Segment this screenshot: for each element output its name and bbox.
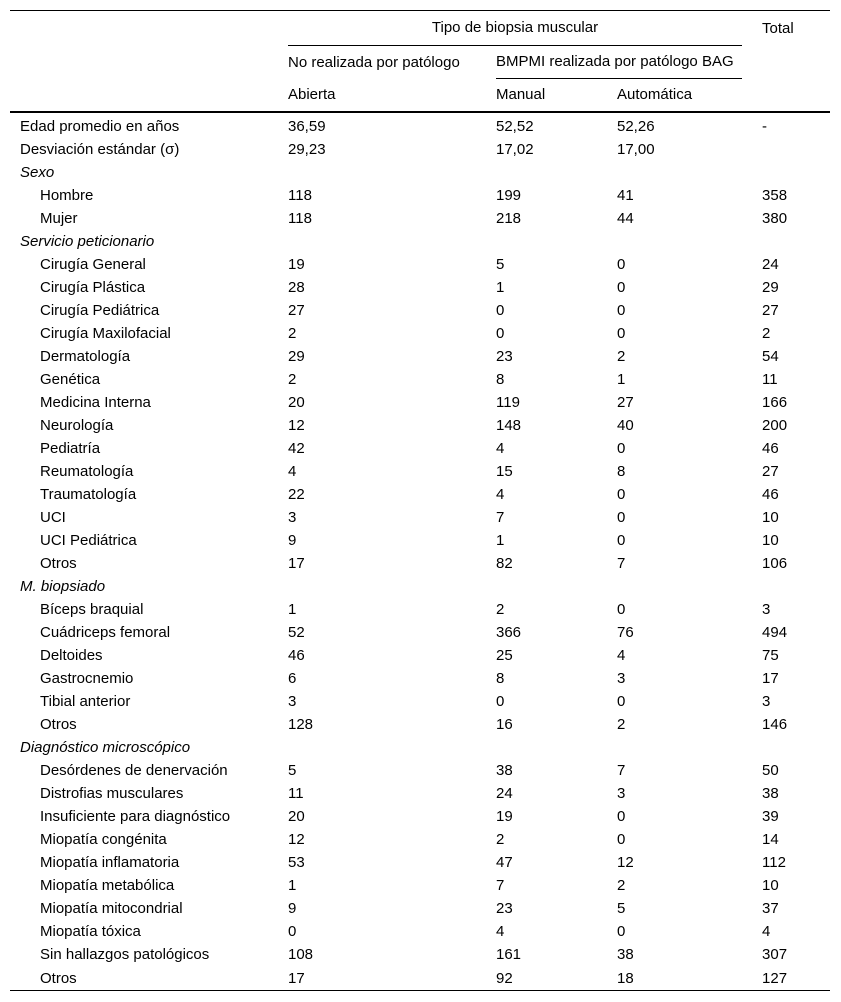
- cell-manual: 92: [486, 966, 607, 991]
- cell-manual: 8: [496, 371, 505, 388]
- row-label: Miopatía metabólica: [40, 877, 175, 894]
- header-automatica: Automática: [607, 79, 752, 112]
- cell-manual: 23: [496, 900, 513, 917]
- cell-abierta: 1: [288, 877, 297, 894]
- table-row: [10, 276, 830, 299]
- cell-total: 38: [762, 785, 779, 802]
- cell-abierta: 28: [288, 279, 305, 296]
- cell-abierta: 22: [288, 486, 305, 503]
- cell-abierta: 1: [288, 601, 297, 618]
- cell-abierta: 12: [288, 417, 305, 434]
- cell-total: 50: [762, 762, 779, 779]
- cell-abierta: 52: [288, 624, 305, 641]
- row-label: Edad promedio en años: [20, 118, 180, 135]
- cell-total: [752, 138, 830, 161]
- cell-abierta: 29: [288, 348, 305, 365]
- cell-automatica: 4: [617, 647, 626, 664]
- table-row: [10, 322, 830, 345]
- row-label: Neurología: [40, 417, 114, 434]
- cell-total: 10: [762, 877, 779, 894]
- cell-abierta: 53: [288, 854, 305, 871]
- cell-total: 146: [762, 716, 788, 733]
- cell-total: 24: [762, 256, 779, 273]
- cell-manual: 17,02: [496, 141, 534, 158]
- row-label: Bíceps braquial: [40, 601, 144, 618]
- cell-total: 166: [762, 394, 788, 411]
- category-title: M. biopsiado: [20, 578, 106, 595]
- cell-automatica: 76: [617, 624, 634, 641]
- cell-total: 46: [762, 440, 779, 457]
- cell-total: 39: [762, 808, 779, 825]
- row-label: UCI Pediátrica: [40, 532, 137, 549]
- table-row: [10, 667, 830, 690]
- cell-total: 494: [762, 624, 788, 641]
- table-row: [10, 529, 830, 552]
- table-row: [10, 851, 830, 874]
- cell-automatica: 18: [607, 966, 752, 991]
- cell-automatica: 0: [617, 302, 626, 319]
- cell-total: 75: [762, 647, 779, 664]
- row-label: Otros: [10, 966, 278, 991]
- row-label: Distrofias musculares: [40, 785, 184, 802]
- category-title: Servicio peticionario: [20, 233, 155, 250]
- table-row: [10, 920, 830, 943]
- cell-abierta: 17: [288, 555, 305, 572]
- cell-manual: 0: [496, 325, 505, 342]
- table-row: [10, 437, 830, 460]
- row-label: Dermatología: [40, 348, 131, 365]
- table-row: [10, 874, 830, 897]
- row-label: Traumatología: [40, 486, 137, 503]
- cell-abierta: 17: [278, 966, 486, 991]
- header-no-realizada: No realizada por patólogo: [288, 53, 460, 71]
- table-row: [10, 621, 830, 644]
- cell-manual: 1: [496, 279, 505, 296]
- cell-automatica: 1: [617, 371, 626, 388]
- table-row: [10, 828, 830, 851]
- table-row: [10, 414, 830, 437]
- header-row-columns: [10, 79, 830, 112]
- table-row: [10, 391, 830, 414]
- cell-manual: 25: [496, 647, 513, 664]
- table-row: [10, 690, 830, 713]
- table-row: [10, 460, 830, 483]
- cell-abierta: 27: [288, 302, 305, 319]
- cell-automatica: 12: [617, 854, 634, 871]
- row-label: Insuficiente para diagnóstico: [40, 808, 231, 825]
- cell-abierta: 29,23: [288, 141, 326, 158]
- cell-manual: 4: [496, 923, 505, 940]
- header-row-group: [10, 11, 830, 47]
- table-row: [10, 713, 830, 736]
- cell-total: 10: [762, 532, 779, 549]
- row-label: Cirugía General: [40, 256, 146, 273]
- cell-total: 380: [762, 210, 788, 227]
- cell-manual: 5: [496, 256, 505, 273]
- row-label: Gastrocnemio: [40, 670, 134, 687]
- cell-abierta: 4: [288, 463, 297, 480]
- cell-manual: 0: [496, 693, 505, 710]
- row-label: Pediatría: [40, 440, 101, 457]
- cell-automatica: 3: [617, 670, 626, 687]
- cell-abierta: 42: [288, 440, 305, 457]
- cell-automatica: 0: [617, 509, 626, 526]
- cell-manual: 47: [496, 854, 513, 871]
- cell-manual: 15: [496, 463, 513, 480]
- row-label: Desórdenes de denervación: [40, 762, 228, 779]
- cell-total: 200: [762, 417, 788, 434]
- cell-abierta: 128: [288, 716, 314, 733]
- cell-abierta: 3: [288, 693, 297, 710]
- cell-abierta: 118: [288, 187, 312, 204]
- table-row: [10, 299, 830, 322]
- cell-abierta: 3: [288, 509, 297, 526]
- row-label: Otros: [40, 716, 77, 733]
- biopsy-table: [10, 10, 830, 991]
- cell-automatica: 0: [617, 440, 626, 457]
- cell-manual: 119: [496, 394, 520, 411]
- table-row: [10, 943, 830, 966]
- cell-manual: 218: [496, 210, 522, 227]
- row-label: Miopatía tóxica: [40, 923, 141, 940]
- cell-total: 17: [762, 670, 779, 687]
- cell-manual: 24: [496, 785, 513, 802]
- row-label: Cirugía Pediátrica: [40, 302, 160, 319]
- table-row: [10, 805, 830, 828]
- cell-automatica: 27: [617, 394, 634, 411]
- row-label: Cirugía Plástica: [40, 279, 146, 296]
- row-label: Otros: [40, 555, 77, 572]
- cell-total: 27: [762, 463, 779, 480]
- header-row-subgroup: [10, 46, 830, 79]
- cell-automatica: 0: [617, 256, 626, 273]
- cell-abierta: 19: [288, 256, 305, 273]
- cell-abierta: 6: [288, 670, 297, 687]
- table-row: [10, 644, 830, 667]
- cell-manual: 1: [496, 532, 505, 549]
- row-label: Desviación estándar (σ): [20, 141, 180, 158]
- cell-total: 3: [762, 601, 771, 618]
- row-label: Reumatología: [40, 463, 134, 480]
- category-row: [10, 161, 830, 184]
- cell-abierta: 108: [288, 946, 314, 963]
- cell-automatica: 41: [617, 187, 634, 204]
- row-label: UCI: [40, 509, 66, 526]
- cell-abierta: 12: [288, 831, 305, 848]
- table-row: [10, 345, 830, 368]
- cell-abierta: 5: [288, 762, 297, 779]
- cell-manual: 38: [496, 762, 513, 779]
- table-row: [10, 112, 830, 138]
- table-row: [10, 207, 830, 230]
- cell-manual: 366: [496, 624, 522, 641]
- category-row: [10, 230, 830, 253]
- cell-total: 27: [762, 302, 779, 319]
- cell-manual: 7: [496, 877, 505, 894]
- cell-automatica: 0: [617, 923, 626, 940]
- cell-manual: 23: [496, 348, 513, 365]
- table-row: [10, 598, 830, 621]
- cell-abierta: 9: [288, 900, 297, 917]
- table-body: [10, 112, 830, 991]
- row-label: Genética: [40, 371, 101, 388]
- table-row: [10, 253, 830, 276]
- cell-total: 127: [752, 966, 830, 991]
- row-label: Sin hallazgos patológicos: [40, 946, 210, 963]
- cell-total: 37: [762, 900, 779, 917]
- table-row: [10, 759, 830, 782]
- table-row: [10, 184, 830, 207]
- header-total: Total: [752, 11, 830, 47]
- cell-abierta: 20: [288, 808, 305, 825]
- cell-automatica: 8: [617, 463, 626, 480]
- cell-manual: 0: [496, 302, 505, 319]
- cell-manual: 4: [496, 486, 505, 503]
- cell-manual: 19: [496, 808, 513, 825]
- cell-abierta: 36,59: [288, 118, 326, 135]
- cell-automatica: 0: [617, 325, 626, 342]
- cell-total: 29: [762, 279, 779, 296]
- category-title: Sexo: [20, 164, 55, 181]
- cell-abierta: 11: [288, 785, 304, 802]
- row-label: Cuádriceps femoral: [40, 624, 171, 641]
- cell-abierta: 2: [288, 371, 297, 388]
- row-label: Miopatía inflamatoria: [40, 854, 180, 871]
- table-row: [10, 138, 830, 161]
- header-abierta: Abierta: [278, 79, 486, 112]
- cell-total: 10: [762, 509, 779, 526]
- cell-total: 3: [762, 693, 771, 710]
- row-label: Tibial anterior: [40, 693, 131, 710]
- cell-total: 4: [762, 923, 771, 940]
- cell-manual: 16: [496, 716, 513, 733]
- cell-manual: 199: [496, 187, 522, 204]
- cell-manual: 8: [496, 670, 505, 687]
- category-title: Diagnóstico microscópico: [20, 739, 191, 756]
- cell-manual: 82: [496, 555, 513, 572]
- cell-automatica: 0: [617, 486, 626, 503]
- header-manual: Manual: [486, 79, 607, 112]
- header-bmpmi: BMPMI realizada por patólogo BAG: [486, 46, 752, 79]
- cell-automatica: 0: [617, 808, 626, 825]
- row-label: Mujer: [40, 210, 78, 227]
- cell-automatica: 0: [617, 279, 626, 296]
- cell-automatica: 44: [617, 210, 634, 227]
- cell-total: 307: [762, 946, 788, 963]
- cell-automatica: 2: [617, 877, 626, 894]
- row-label: Miopatía mitocondrial: [40, 900, 183, 917]
- table-row: [10, 782, 830, 805]
- cell-total: 54: [762, 348, 779, 365]
- table-row: [10, 552, 830, 575]
- row-label: Hombre: [40, 187, 94, 204]
- cell-automatica: 0: [617, 693, 626, 710]
- table-row: [10, 483, 830, 506]
- cell-manual: 148: [496, 417, 522, 434]
- cell-automatica: 40: [617, 417, 634, 434]
- cell-total: 2: [762, 325, 771, 342]
- biopsy-table-container: [10, 10, 830, 991]
- table-row: [10, 966, 830, 991]
- cell-manual: 4: [496, 440, 505, 457]
- cell-automatica: 3: [617, 785, 626, 802]
- cell-automatica: 5: [617, 900, 626, 917]
- cell-manual: 2: [496, 831, 505, 848]
- table-row: [10, 506, 830, 529]
- cell-total: 112: [762, 854, 786, 871]
- cell-total: 46: [762, 486, 779, 503]
- row-label: Miopatía congénita: [40, 831, 167, 848]
- cell-abierta: 0: [288, 923, 297, 940]
- cell-abierta: 20: [288, 394, 305, 411]
- row-label: Cirugía Maxilofacial: [40, 325, 171, 342]
- cell-automatica: 0: [617, 532, 626, 549]
- cell-automatica: 7: [617, 555, 626, 572]
- cell-manual: 52,52: [496, 118, 534, 135]
- cell-manual: 2: [496, 601, 505, 618]
- cell-abierta: 9: [288, 532, 297, 549]
- cell-automatica: 0: [617, 601, 626, 618]
- cell-automatica: 38: [617, 946, 634, 963]
- category-row: [10, 575, 830, 598]
- row-label: Deltoides: [40, 647, 103, 664]
- row-label: Medicina Interna: [40, 394, 151, 411]
- cell-automatica: 0: [617, 831, 626, 848]
- cell-total: 106: [762, 555, 788, 572]
- cell-automatica: 2: [617, 716, 626, 733]
- category-row: [10, 736, 830, 759]
- cell-manual: 7: [496, 509, 505, 526]
- cell-manual: 161: [496, 946, 522, 963]
- cell-total: 14: [762, 831, 779, 848]
- cell-automatica: 7: [617, 762, 626, 779]
- table-row: [10, 897, 830, 920]
- cell-abierta: 46: [288, 647, 305, 664]
- cell-automatica: 52,26: [617, 118, 655, 135]
- header-empty: [10, 11, 278, 47]
- cell-automatica: 2: [617, 348, 626, 365]
- cell-total: -: [762, 118, 768, 135]
- cell-automatica: 17,00: [617, 141, 655, 158]
- table-row: [10, 368, 830, 391]
- cell-abierta: 118: [288, 210, 312, 227]
- cell-total: 358: [762, 187, 788, 204]
- cell-total: 11: [762, 371, 778, 388]
- header-group: Tipo de biopsia muscular: [278, 11, 752, 47]
- cell-abierta: 2: [288, 325, 297, 342]
